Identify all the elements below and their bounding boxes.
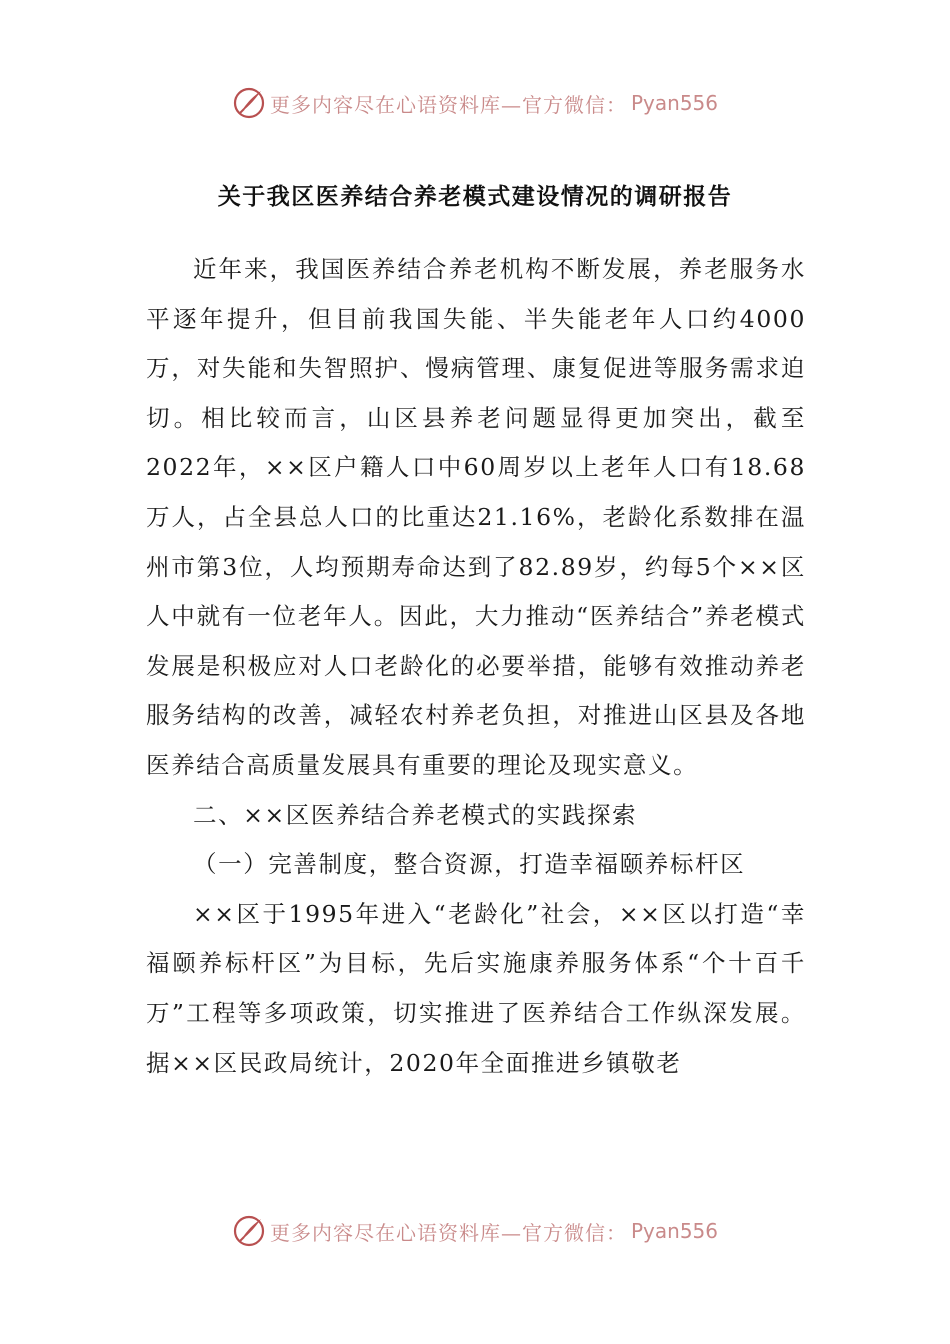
watermark-footer <box>0 1214 950 1253</box>
watermark-wechat-id: Pyan556 <box>630 1219 718 1243</box>
quill-logo-icon <box>232 1214 266 1248</box>
watermark-wechat-id: Pyan556 <box>630 91 718 115</box>
watermark-header <box>0 86 950 125</box>
section-heading: 二、××区医养结合养老模式的实践探索 <box>193 800 638 829</box>
quill-logo-icon <box>232 86 266 120</box>
watermark-text: 更多内容尽在心语资料库—官方微信： <box>269 92 627 117</box>
subsection-heading: （一）完善制度，整合资源，打造幸福颐养标杆区 <box>193 850 746 879</box>
document-title: 关于我区医养结合养老模式建设情况的调研报告 <box>217 184 733 210</box>
paragraph-intro: 近年来，我国医养结合养老机构不断发展，养老服务水平逐年提升，但目前我国失能、半失能老年人口约4000万，对失能和失智照护、慢病管理、康复促进等服务需求迫切。相比较而言，山区县养老问题显得更加突出，截至2022年，××区户籍人口中60周岁以上老年人口有18.68万人，占全县总人口的比重达21.16%，老龄化系数排在温州市第3位，人均预期寿命达到了82.89岁，约每5个××区人中就有一位老年人。因此，大力推动“医养结合”养老模式发展是积极应对人口老龄化的必要举措，能够有效推动养老服务结构的改善，减轻农村养老负担，对推进山区县及各地医养结合高质量发展具有重要的理论及现实意义。 <box>146 255 806 779</box>
paragraph-practice: ××区于1995年进入“老龄化”社会，××区以打造“幸福颐养标杆区”为目标，先后实施康养服务体系“个十百千万”工程等多项政策，切实推进了医养结合工作纵深发展。据××区民政局统计，2020年全面推进乡镇敬老 <box>146 899 806 1077</box>
watermark-text: 更多内容尽在心语资料库—官方微信： <box>269 1220 627 1245</box>
document-body <box>146 245 806 1088</box>
